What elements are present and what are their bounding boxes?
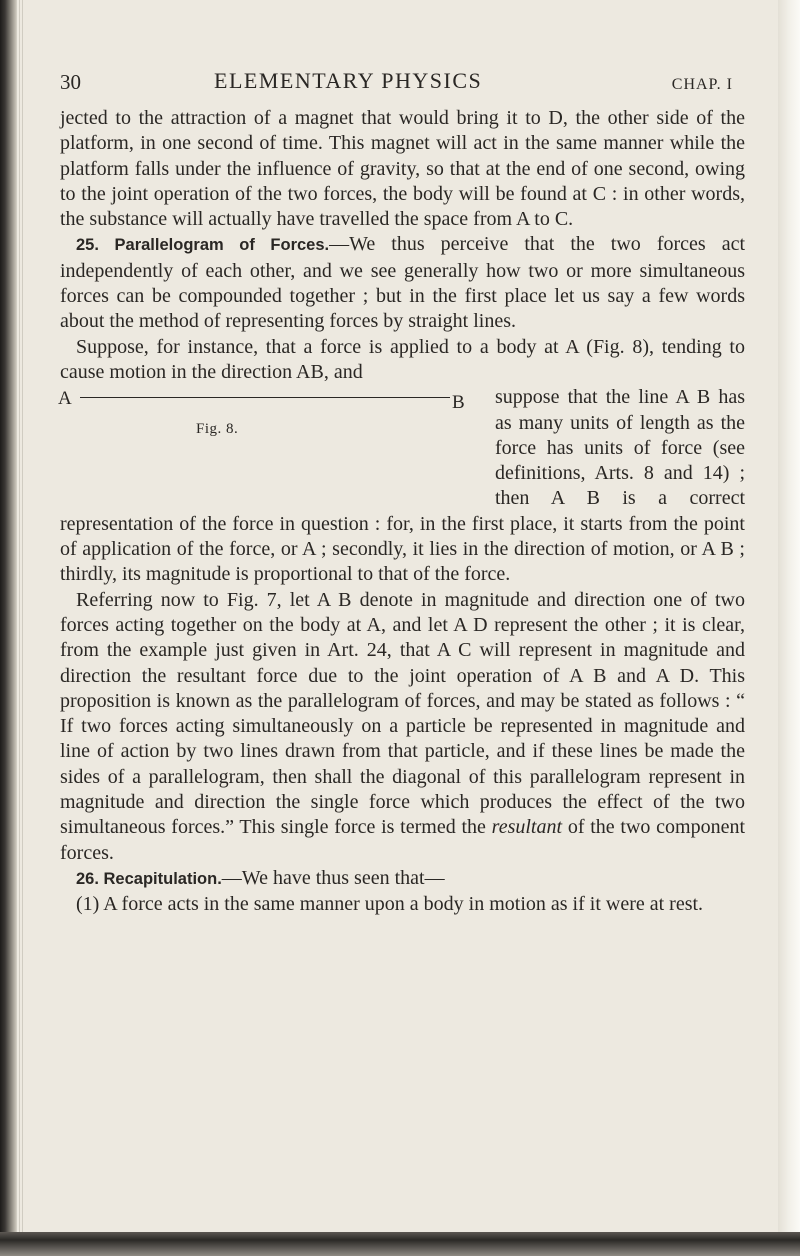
section-26-text: —We have thus seen that—: [221, 866, 445, 889]
suppose-paragraph-intro: Suppose, for instance, that a force is applied to a body at A (Fig. 8), tending to cause motion in the direction AB, and: [60, 335, 745, 383]
section-25-heading: 25. Parallelogram of Forces.: [76, 236, 330, 255]
page-number: 30: [60, 70, 81, 94]
chapter-label: CHAP. I: [671, 76, 733, 93]
figure-8: [58, 385, 473, 511]
figure-label-a: A: [58, 388, 72, 410]
paragraph-continued: jected to the attraction of a magnet that would bring it to D, the other side of the platform, in one second of time. This magnet will act in the same manner while the platform falls under the influence of gravity, so that at the end of one second, owing to the joint operation of the two forces, the body will be found at C : in other words, the substance will actually have travelled the space from A to C.: [60, 107, 745, 231]
parallelogram-text: Referring now to Fig. 7, let A B denote in magnitude and direction one of two forces acting together on the body at A, and let A D represent the other ; it is clear, from the example just given in Art. 24, that A C will represent in magnitude and direction the resultant force due to the joint operation of A B and A D. This proposition is known as the parallelogram of forces, and may be stated as follows : “ If two forces acting simultaneously on a particle be represented in magnitude and line of action by two lines drawn from that particle, and if these lines be made the sides of a parallelogram, then shall the diagonal of this parallelogram represent in magnitude and direction the single force which produces the effect of the two simultaneous forces.” This single force is termed the: [60, 588, 745, 839]
page-right-edge: [778, 0, 800, 1256]
recap-item-1: (1) A force acts in the same manner upon a body in motion as if it were at rest.: [76, 893, 704, 916]
section-25-text: —We thus perceive that the two forces act independently of each other, and we see generally how two or more simultaneous forces can be compounded together ; but in the first place let us say a few words about the method of representing forces by straight lines.: [60, 233, 745, 333]
running-title: ELEMENTARY PHYSICS: [214, 68, 483, 93]
figure-caption: Fig. 8.: [196, 421, 239, 438]
section-26-heading: 26. Recapitulation.: [76, 869, 222, 888]
page-bottom-edge: [0, 1232, 800, 1256]
body-text: [60, 106, 745, 918]
figure-label-b: B: [452, 392, 465, 414]
parallelogram-text-end: of the two component forces.: [60, 816, 746, 864]
suppose-paragraph-rest: suppose that the line A B has as many units of length as the force has units of force (see definitions, Arts. 8 and 14) ; then A B is a correct representation of the force in question : for, in the first place, it starts from the point of application of the force, or A ; secondly, it lies in the direction of motion, or A B ; thirdly, its magnitude is proportional to that of the force.: [60, 386, 745, 586]
section-25-paragraph: [60, 232, 745, 334]
parallelogram-paragraph: [60, 588, 745, 866]
page-stack-edge: [16, 0, 24, 1256]
book-spine-shadow: [0, 0, 16, 1256]
running-header: [60, 60, 745, 94]
book-page: [60, 60, 745, 918]
section-26-paragraph: [60, 866, 745, 892]
resultant-term: resultant: [491, 816, 563, 839]
force-line-ab: [80, 397, 450, 398]
